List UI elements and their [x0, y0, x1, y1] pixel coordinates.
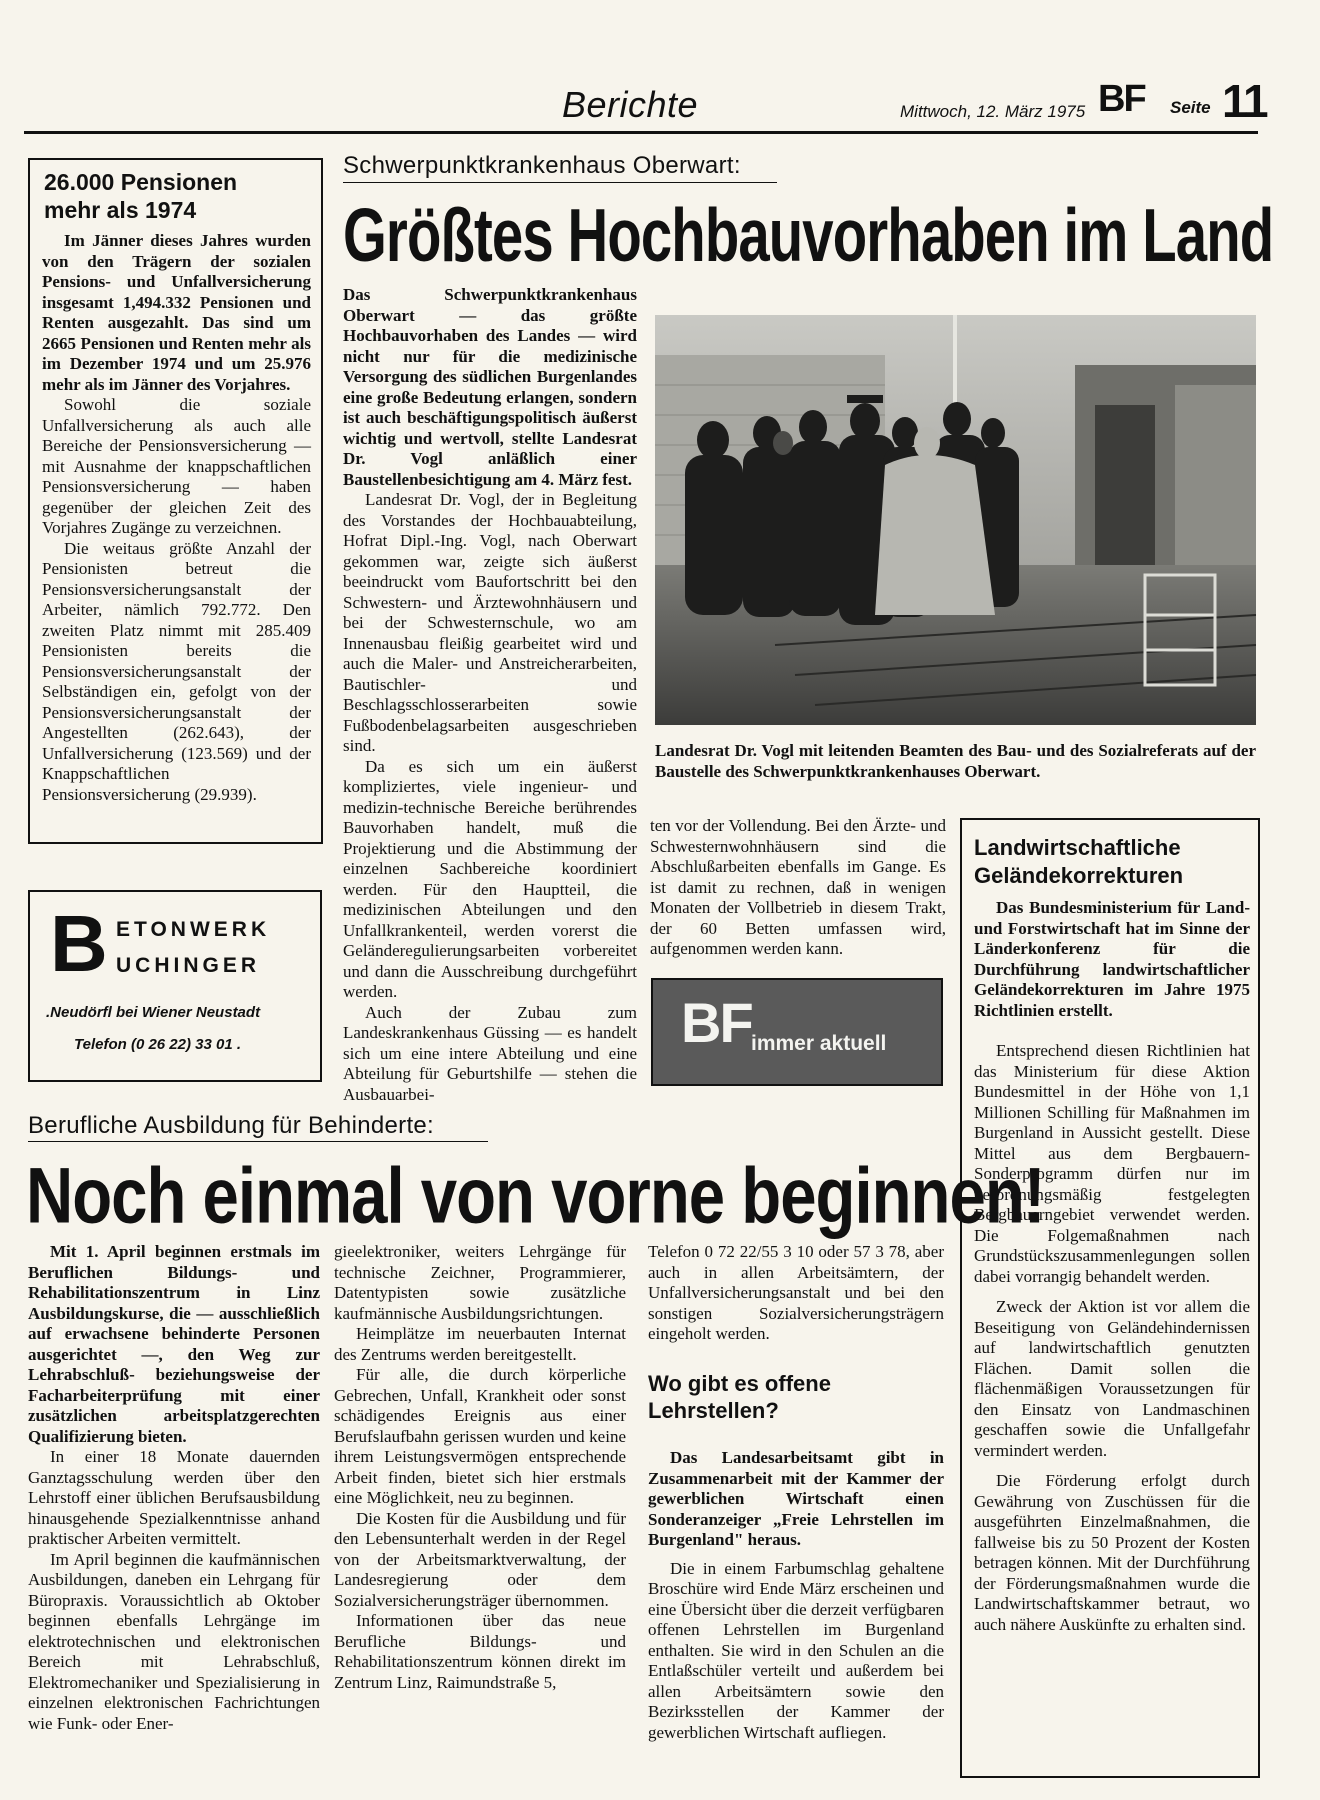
header-rule: [24, 131, 1258, 134]
behinderte-paragraph: gieelektroniker, weiters Lehrgänge für technische Zeichner, Programmierer, Datentypisten sowie zusätzliche kaufmännische Ausbildungsrichtungen.: [334, 1242, 626, 1323]
behinderte-kicker: Berufliche Ausbildung für Behinderte:: [28, 1112, 435, 1139]
ad-line-2: UCHINGER: [116, 954, 261, 977]
lehrstellen-text: [648, 1448, 944, 1743]
page-number: 11: [1222, 75, 1267, 127]
behinderte-paragraph: In einer 18 Monate dauernden Ganztagsschulung werden über den Lehrstoff einer üblichen Berufsausbildung hinausgehende Spezialkenntnisse anhand praktischer Arbeiten vermittelt.: [28, 1447, 320, 1548]
landwirtschaft-lead: Das Bundesministerium für Land- und Forstwirtschaft hat im Sinne der Länderkonferenz für die Durchführung landwirtschaftlicher Geländekorrekturen im Jahre 1975 Richtlinien erstellt.: [974, 898, 1250, 1020]
oberwart-paragraph: Landesrat Dr. Vogl, der in Begleitung des Vorstandes der Hochbauabteilung, Hofrat Dipl.-Ing. Vogl, nach Oberwart gekommen war, zeigte sich äußerst beeindruckt vom Baufortschritt bei den Schwestern- und Ärztewohnhäusern und bei der Schwesternschule, wo am Innenausbau fleißig gearbeitet wird und auch die Maler- und Anstreicherarbeiten, Bautischler- und Beschlagsschlosserarbeiten sowie Fußbodenbelagsarbeiten ausgeschrieben sind.: [343, 490, 637, 755]
behinderte-paragraph: Für alle, die durch körperliche Gebrechen, Unfall, Krankheit oder sonst schädigendes Ereignis aus einer Berufslaufbahn gerissen wurden und keine ihrem Leistungsvermögen entsprechende Arbeit finden, bietet sich hier erstmals eine Möglichkeit, neu zu beginnen.: [334, 1365, 626, 1507]
behinderte-paragraph: Im April beginnen die kaufmännischen Ausbildungen, daneben ein Lehrgang für Büropraxis. Voraussichtlich ab Oktober beginnen ebenfalls Lehrgänge im elektrotechnischen und elektronischen Bereich mit Lehrabschluß, Elektromechaniker und Spezialisierung in einzelnen elektronischen Fachrichtungen wie Funk- oder Ener-: [28, 1549, 320, 1733]
section-label: Berichte: [562, 84, 699, 125]
landwirtschaft-title: Landwirtschaftliche Geländekorrekturen: [974, 835, 1184, 888]
oberwart-headline: Größtes Hochbauvorhaben im Land: [343, 192, 1274, 278]
behinderte-column-1: [28, 1242, 320, 1734]
lehrstellen-paragraph: Die in einem Farbumschlag gehaltene Broschüre wird Ende März erscheinen und eine Übersicht über die derzeit verfügbaren offenen Lehrstellen im Burgenland enthalten. Sie wird in den Schulen an die Entlaßschüler verteilt und außerdem bei allen Arbeitsämtern sowie den Bezirksstellen der Kammer der gewerblichen Wirtschaft aufliegen.: [648, 1558, 944, 1742]
behinderte-paragraph: Heimplätze im neuerbauten Internat des Zentrums werden bereitgestellt.: [334, 1324, 626, 1364]
oberwart-kicker: Schwerpunktkrankenhaus Oberwart:: [343, 152, 741, 179]
construction-photo: [655, 315, 1256, 725]
behinderte-column-3: [648, 1242, 944, 1345]
behinderte-lead: Mit 1. April beginnen erstmals im Beruflichen Bildungs- und Rehabilitationszentrum in Linz Ausbildungskurse, die — ausschließlich auf erwachsene behinderte Personen ausgerichtet —, den Weg zur Lehrabschluß- beziehungsweise der Facharbeiterprüfung mit einer zusätzlichen arbeitsplatzgerechten Qualifizierung bieten.: [28, 1242, 320, 1446]
promo-slogan: immer aktuell: [751, 1032, 887, 1055]
oberwart-column-1: [343, 285, 637, 1105]
page-label: Seite: [1170, 98, 1211, 117]
landwirtschaft-paragraph: Zweck der Aktion ist vor allem die Beseitigung von Geländehindernissen auf landwirtschaftlich genutzten Flächen. Damit sollen die flächenmäßigen Voraussetzungen für den Einsatz von Landmaschinen geschaffen sowie die Unfallgefahr vermindert werden.: [974, 1297, 1250, 1460]
landwirtschaft-text: [974, 898, 1250, 1635]
pensionen-box: [28, 158, 323, 844]
issue-date: Mittwoch, 12. März 1975: [900, 102, 1086, 121]
behinderte-headline: Noch einmal von vorne beginnen!: [26, 1150, 1045, 1240]
ad-phone: Telefon (0 26 22) 33 01 .: [74, 1036, 242, 1053]
oberwart-continuation: [650, 816, 946, 960]
lehrstellen-subhead: Wo gibt es offene Lehrstellen?: [648, 1371, 831, 1423]
oberwart-continuation-text: ten vor der Vollendung. Bei den Ärzte- und Schwesternwohnhäusern sind die Abschlußarbeiten ebenfalls im Gange. Es ist damit zu rechnen, daß in wenigen Monaten der Vollbetrieb in diesem Trakt, der 60 Betten umfassen wird, aufgenommen werden kann.: [650, 816, 946, 958]
oberwart-paragraph: Da es sich um ein äußerst kompliziertes, viele ingenieur- und medizin-technische Bereiche berührendes Bauvorhaben handelt, muß die Projektierung und die Abstimmung der einzelnen Sachbereiche koordiniert werden. Für den Hauptteil, die medizinischen Abteilungen und den Unfallkrankenteil, werden vorerst die Geländeregulierungsarbeiten vorbereitet und dann die Ausschreibung durchgeführt werden.: [343, 756, 637, 1001]
ad-big-initial: B: [50, 899, 108, 988]
behinderte-paragraph: Informationen über das neue Berufliche Bildungs- und Rehabilitationszentrum können direkt im Zentrum Linz, Raimundstraße 5,: [334, 1611, 626, 1692]
promo-box: [651, 978, 943, 1086]
oberwart-lead: Das Schwerpunktkrankenhaus Oberwart — das größte Hochbauvorhaben des Landes — wird nicht nur für die medizinische Versorgung des südlichen Burgenlandes eine große Bedeutung erlangen, sondern ist auch beschäftigungspolitisch äußerst wichtig und wertvoll, stellte Landesrat Dr. Vogl anläßlich einer Baustellenbesichtigung am 4. März fest.: [343, 285, 637, 489]
ad-location: .Neudörfl bei Wiener Neustadt: [46, 1004, 261, 1021]
kicker-underline: [28, 1141, 488, 1142]
pensionen-paragraph: Sowohl die soziale Unfallversicherung als auch alle Bereiche der Pensionsversicherung — mit Ausnahme der knappschaftlichen Pensionsversicherung — haben gegenüber der gleichen Zeit des Vorjahres Zugänge zu verzeichnen.: [42, 395, 311, 537]
lehrstellen-lead: Das Landesarbeitsamt gibt in Zusammenarbeit mit der Kammer der gewerblichen Wirtschaft einen Sonderanzeiger „Freie Lehrstellen im Burgenland" heraus.: [648, 1448, 944, 1549]
behinderte-paragraph: Telefon 0 72 22/55 3 10 oder 57 3 78, aber auch in allen Arbeitsämtern, der Unfallversicherungsanstalt und bei den sonstigen Sozialversicherungsträgern eingeholt werden.: [648, 1242, 944, 1343]
photo-scene: [655, 315, 1256, 725]
oberwart-paragraph: Auch der Zubau zum Landeskrankenhaus Güssing — es handelt sich um eine intere Abteilung und eine Abteilung für Geburtshilfe — stehen die Ausbauarbei-: [343, 1002, 637, 1104]
betonwerk-ad: [28, 890, 322, 1082]
page-header: [24, 75, 1267, 130]
ad-line-1: ETONWERK: [116, 918, 271, 941]
pensionen-title: 26.000 Pensionen mehr als 1974: [44, 169, 238, 223]
kicker-underline: [343, 182, 777, 183]
pensionen-text: [42, 231, 311, 805]
behinderte-paragraph: Die Kosten für die Ausbildung und für den Lebensunterhalt werden in der Regel von der Arbeitsmarktverwaltung, der Landesregierung oder dem Sozialversicherungsträger übernommen.: [334, 1508, 626, 1610]
landwirtschaft-box: [960, 818, 1260, 1778]
pensionen-paragraph: Die weitaus größte Anzahl der Pensionisten betreut die Pensionsversicherungsanstalt der Arbeiter, nämlich 792.772. Den zweiten Platz nimmt mit 285.409 Pensionisten bereits die Pensionsversicherungsanstalt der Selbständigen ein, gefolgt von der Pensionsversicherungsanstalt der Angestellten (262.643), der Unfallversicherung (123.569) und der Knappschaftlichen Pensionsversicherung (29.939).: [42, 538, 311, 804]
landwirtschaft-paragraph: Die Förderung erfolgt durch Gewährung von Zuschüssen für die ausgeführten Einzelmaßnahmen, die fallweise bis zu 50 Prozent der Kosten betragen können. Mit der Durchführung der Förderungsmaßnahmen wurde die Landwirtschaftskammer betraut, wo auch nähere Auskünfte zu erhalten sind.: [974, 1471, 1250, 1634]
landwirtschaft-paragraph: Entsprechend diesen Richtlinien hat das Ministerium für diese Aktion Bundesmittel in der Höhe von 1,1 Millionen Schilling für Maßnahmen im Burgenland in Aussicht gestellt. Diese Mittel aus dem Bergbauern-Sonderprogramm dürfen nur im verordnungsmäßig festgelegten Bergbauerngebiet verwendet werden. Die Folgemaßnahmen nach Grundstückszusammenlegungen sollen dabei vorrangig behandelt werden.: [974, 1041, 1250, 1286]
photo-caption: Landesrat Dr. Vogl mit leitenden Beamten des Bau- und des Sozialreferats auf der Baustelle des Schwerpunktkrankenhauses Oberwart.: [655, 741, 1256, 781]
pensionen-lead: Im Jänner dieses Jahres wurden von den Trägern der sozialen Pensions- und Unfallversicherung insgesamt 1,494.332 Pensionen und Renten ausgezahlt. Das sind um 2665 Pensionen und Renten mehr als im Dezember 1974 und um 25.976 mehr als im Jänner des Vorjahres.: [42, 231, 311, 394]
masthead-logo: BF: [1098, 78, 1145, 120]
promo-logo: BF: [681, 991, 752, 1054]
behinderte-column-2: [334, 1242, 626, 1693]
